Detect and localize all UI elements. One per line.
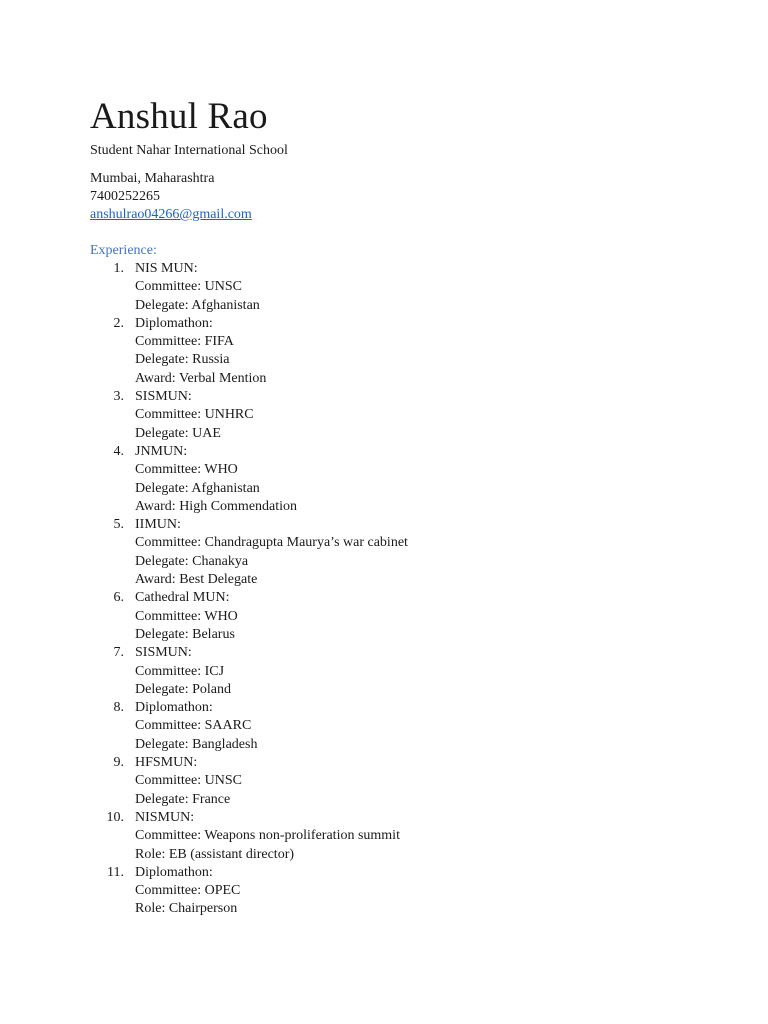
experience-event: IIMUN:	[135, 517, 181, 533]
experience-detail: Committee: Weapons non-proliferation summit	[135, 828, 400, 844]
experience-item-number: 7.	[113, 645, 124, 661]
experience-heading: Experience:	[90, 243, 157, 258]
experience-detail: Committee: ICJ	[135, 663, 225, 679]
experience-item-number: 8.	[113, 700, 124, 716]
experience-detail: Role: EB (assistant director)	[135, 846, 295, 862]
experience-detail: Committee: UNSC	[135, 773, 242, 789]
experience-event: SISMUN:	[135, 389, 192, 405]
experience-detail: Committee: Chandragupta Maurya’s war cabinet	[135, 535, 408, 551]
experience-item-number: 2.	[113, 315, 124, 331]
experience-item	[90, 315, 730, 388]
experience-detail: Committee: UNHRC	[135, 407, 254, 423]
experience-item-number: 5.	[113, 517, 124, 533]
experience-event: NISMUN:	[135, 809, 195, 825]
experience-item-number: 6.	[113, 590, 124, 606]
experience-detail: Committee: OPEC	[135, 883, 241, 899]
experience-item	[90, 699, 730, 754]
experience-detail: Delegate: Afghanistan	[135, 297, 260, 313]
experience-detail: Committee: UNSC	[135, 279, 242, 295]
experience-event: Diplomathon:	[135, 700, 213, 716]
experience-item	[90, 388, 730, 443]
experience-item	[90, 754, 730, 809]
experience-item	[90, 516, 730, 589]
experience-detail: Committee: FIFA	[135, 334, 234, 350]
experience-item-number: 3.	[113, 389, 124, 405]
phone-text: 7400252265	[90, 189, 160, 204]
experience-detail: Delegate: Russia	[135, 352, 230, 368]
experience-item-number: 11.	[107, 864, 124, 880]
experience-event: Diplomathon:	[135, 315, 213, 331]
location-text: Mumbai, Maharashtra	[90, 171, 215, 186]
experience-detail: Delegate: UAE	[135, 425, 221, 441]
email-link[interactable]: anshulrao04266@gmail.com	[90, 207, 252, 222]
contact-block	[90, 170, 730, 224]
experience-event: JNMUN:	[135, 443, 188, 459]
resume-name: Anshul Rao	[90, 96, 268, 137]
experience-item-number: 4.	[113, 443, 124, 459]
experience-detail: Committee: WHO	[135, 608, 238, 624]
experience-detail: Delegate: Chanakya	[135, 553, 249, 569]
resume-page	[90, 94, 730, 919]
resume-subtitle: Student Nahar International School	[90, 143, 288, 158]
experience-item-number: 10.	[106, 809, 124, 825]
experience-detail: Delegate: Afghanistan	[135, 480, 260, 496]
experience-item	[90, 443, 730, 516]
experience-list	[90, 260, 730, 919]
experience-event: Cathedral MUN:	[135, 590, 230, 606]
experience-detail: Award: Best Delegate	[135, 572, 258, 588]
experience-detail: Award: High Commendation	[135, 498, 298, 514]
experience-detail: Award: Verbal Mention	[135, 370, 267, 386]
experience-detail: Role: Chairperson	[135, 901, 238, 917]
experience-detail: Delegate: Belarus	[135, 626, 235, 642]
experience-item	[90, 589, 730, 644]
experience-event: HFSMUN:	[135, 755, 198, 771]
experience-event: Diplomathon:	[135, 864, 213, 880]
experience-item	[90, 864, 730, 919]
experience-detail: Committee: SAARC	[135, 718, 252, 734]
experience-detail: Delegate: France	[135, 791, 231, 807]
experience-detail: Committee: WHO	[135, 462, 238, 478]
experience-item	[90, 809, 730, 864]
experience-item-number: 1.	[113, 261, 124, 276]
experience-detail: Delegate: Bangladesh	[135, 736, 258, 752]
experience-item	[90, 644, 730, 699]
experience-event: SISMUN:	[135, 645, 192, 661]
experience-event: NIS MUN:	[135, 261, 198, 276]
experience-item-number: 9.	[113, 755, 124, 771]
experience-item	[90, 260, 730, 315]
experience-detail: Delegate: Poland	[135, 681, 232, 697]
